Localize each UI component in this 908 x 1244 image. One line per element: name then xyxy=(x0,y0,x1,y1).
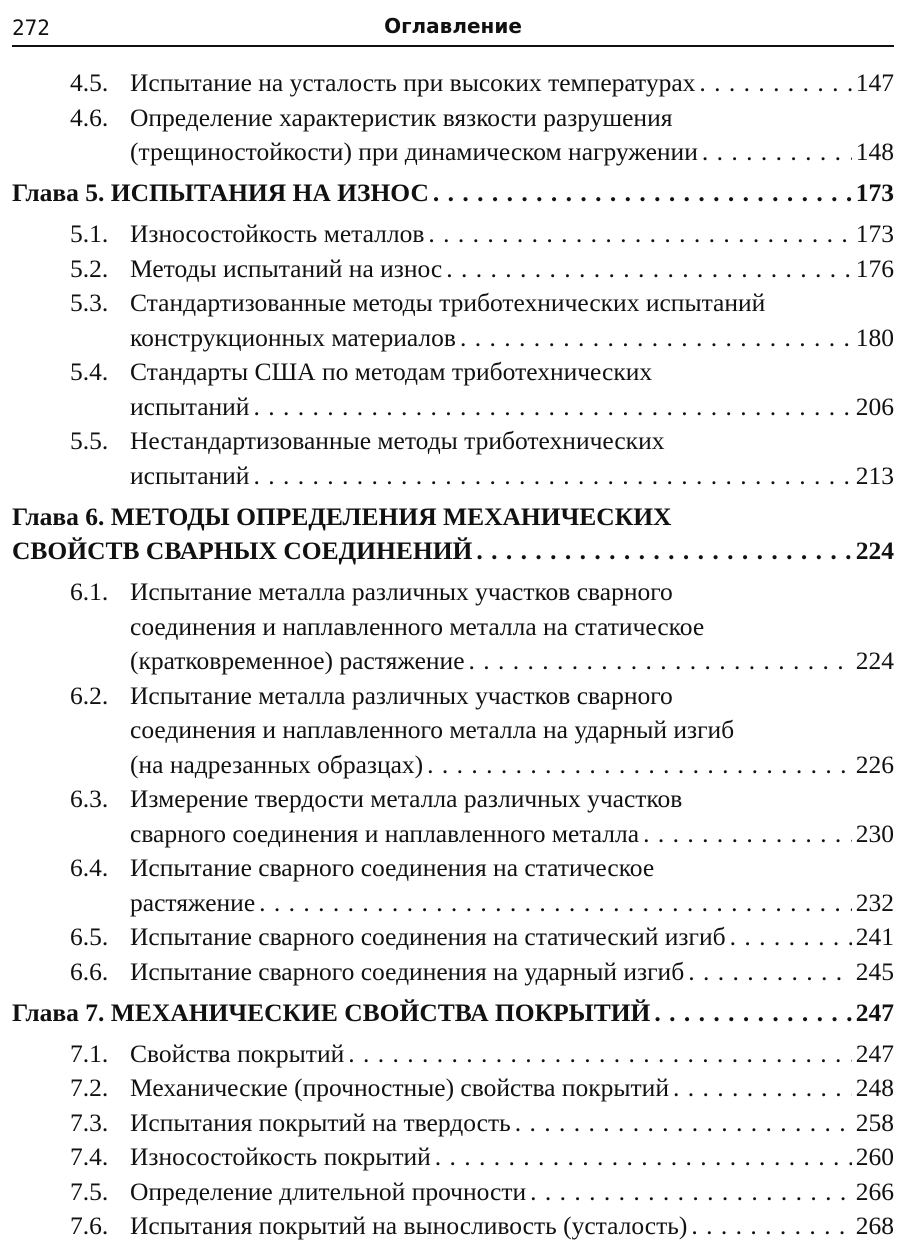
entry-title: Глава 6. МЕТОДЫ ОПРЕДЕЛЕНИЯ МЕХАНИЧЕСКИХ xyxy=(12,501,672,531)
page-ref: 260 xyxy=(855,1142,894,1171)
entry-title: Определение длительной прочности xyxy=(130,1176,527,1206)
entry-title: Механические (прочностные) свойства покрытий xyxy=(130,1073,669,1102)
entry-title: конструкционных материалов xyxy=(130,322,456,352)
toc-section-entry[interactable] xyxy=(12,1209,894,1244)
toc-line xyxy=(12,459,894,494)
section-number: 6.2. xyxy=(70,680,109,710)
toc-line xyxy=(12,1071,894,1106)
toc-line xyxy=(12,996,894,1031)
entry-title: сварного соединения и наплавленного металла xyxy=(130,818,640,848)
dot-leader xyxy=(530,1175,852,1210)
toc-section-entry[interactable] xyxy=(12,217,894,252)
toc-line xyxy=(12,713,894,748)
dot-leader xyxy=(259,886,852,921)
dot-leader xyxy=(730,920,852,955)
entry-title: Испытания покрытий на выносливость (усталость) xyxy=(130,1211,688,1240)
entry-title: СВОЙСТВ СВАРНЫХ СОЕДИНЕНИЙ xyxy=(12,536,473,565)
dot-leader xyxy=(435,1140,852,1175)
toc-section-entry[interactable] xyxy=(12,1140,894,1175)
page-ref: 247 xyxy=(855,997,894,1027)
page-ref: 206 xyxy=(855,391,894,421)
toc-section-entry[interactable] xyxy=(12,782,894,851)
entry-title: (кратковременное) растяжение xyxy=(130,646,465,675)
page-ref: 245 xyxy=(855,956,894,986)
toc-section-entry[interactable] xyxy=(12,286,894,355)
toc-line xyxy=(12,851,894,886)
entry-title: Испытание сварного соединения на ударный изгиб xyxy=(130,956,685,986)
toc-section-entry[interactable] xyxy=(12,66,894,101)
toc-section-entry[interactable] xyxy=(12,575,894,679)
dot-leader xyxy=(446,252,852,287)
running-title: Оглавление xyxy=(384,14,522,38)
entry-title: Определение характеристик вязкости разрушения xyxy=(130,102,673,132)
dot-leader xyxy=(515,1106,852,1141)
entry-title: Свойства покрытий xyxy=(130,1038,345,1068)
toc-line xyxy=(12,321,894,356)
entry-title: Испытание металла различных участков сварного xyxy=(130,577,673,606)
entry-title: Испытание металла различных участков сварного xyxy=(130,680,673,710)
toc-line xyxy=(12,955,894,990)
dot-leader xyxy=(699,66,851,101)
page-ref: 258 xyxy=(855,1107,894,1137)
toc-line xyxy=(12,1106,894,1141)
page-ref: 248 xyxy=(855,1073,894,1102)
entry-title: (трещиностойкости) при динамическом нагружении xyxy=(130,137,698,166)
toc-line xyxy=(12,679,894,714)
entry-title: (на надрезанных образцах) xyxy=(130,749,424,779)
dot-leader xyxy=(427,748,852,783)
entry-title: Стандарты США по методам триботехнических xyxy=(130,357,653,386)
section-number: 7.6. xyxy=(70,1211,109,1240)
toc-section-entry[interactable] xyxy=(12,355,894,424)
section-number: 5.1. xyxy=(70,219,109,248)
toc-chapter-entry[interactable] xyxy=(12,176,894,211)
page-ref: 266 xyxy=(855,1176,894,1206)
dot-leader xyxy=(702,135,852,170)
toc-section-entry[interactable] xyxy=(12,955,894,990)
entry-title: Испытание на усталость при высоких температурах xyxy=(130,68,696,97)
section-number: 5.4. xyxy=(70,357,109,386)
toc-section-entry[interactable] xyxy=(12,424,894,493)
toc-line xyxy=(12,424,894,459)
toc-section-entry[interactable] xyxy=(12,920,894,955)
toc-line xyxy=(12,500,894,535)
section-number: 6.3. xyxy=(70,784,109,813)
toc-section-entry[interactable] xyxy=(12,1037,894,1072)
toc-line xyxy=(12,252,894,287)
table-of-contents xyxy=(12,66,894,1244)
entry-title: Методы испытаний на износ xyxy=(130,253,443,283)
toc-line xyxy=(12,66,894,101)
toc-line xyxy=(12,748,894,783)
entry-title: Износостойкость покрытий xyxy=(130,1142,431,1171)
toc-section-entry[interactable] xyxy=(12,1175,894,1210)
toc-section-entry[interactable] xyxy=(12,851,894,920)
section-number: 5.5. xyxy=(70,426,109,455)
entry-title: Износостойкость металлов xyxy=(130,219,425,248)
dot-leader xyxy=(673,1071,852,1106)
toc-line xyxy=(12,355,894,390)
section-number: 7.5. xyxy=(70,1176,109,1206)
toc-line xyxy=(12,920,894,955)
page-ref: 268 xyxy=(855,1211,894,1240)
entry-title: испытаний xyxy=(130,391,250,421)
dot-leader xyxy=(691,1209,851,1244)
toc-line xyxy=(12,1175,894,1210)
entry-title: Испытание сварного соединения на статическое xyxy=(130,853,655,882)
dot-leader xyxy=(643,817,852,852)
entry-title: Стандартизованные методы триботехнических испытаний xyxy=(130,288,766,317)
dot-leader xyxy=(253,390,851,425)
dot-leader xyxy=(348,1037,852,1072)
page-ref: 176 xyxy=(855,253,894,283)
entry-title: растяжение xyxy=(130,887,256,917)
toc-line xyxy=(12,286,894,321)
page-ref: 173 xyxy=(855,219,894,248)
dot-leader xyxy=(654,996,851,1031)
header-rule xyxy=(12,45,894,47)
page-ref: 247 xyxy=(855,1038,894,1068)
page-ref: 224 xyxy=(855,536,894,565)
toc-section-entry[interactable] xyxy=(12,679,894,783)
toc-line xyxy=(12,534,894,569)
section-number: 7.3. xyxy=(70,1107,109,1137)
toc-chapter-entry[interactable] xyxy=(12,996,894,1031)
section-number: 7.1. xyxy=(70,1038,109,1068)
entry-title: испытаний xyxy=(130,460,250,490)
page-ref: 230 xyxy=(855,818,894,848)
page-ref: 241 xyxy=(855,922,894,951)
section-number: 6.5. xyxy=(70,922,109,951)
page-ref: 226 xyxy=(855,749,894,779)
toc-section-entry[interactable] xyxy=(12,1106,894,1141)
entry-title: Глава 7. МЕХАНИЧЕСКИЕ СВОЙСТВА ПОКРЫТИЙ xyxy=(12,997,651,1027)
entry-title: Глава 5. ИСПЫТАНИЯ НА ИЗНОС xyxy=(12,178,429,207)
page-ref: 232 xyxy=(855,887,894,917)
page-ref: 148 xyxy=(855,137,894,166)
toc-line xyxy=(12,644,894,679)
page-ref: 180 xyxy=(855,322,894,352)
toc-line xyxy=(12,610,894,645)
toc-line xyxy=(12,101,894,136)
toc-section-entry[interactable] xyxy=(12,101,894,170)
toc-line xyxy=(12,575,894,610)
dot-leader xyxy=(688,955,852,990)
entry-title: соединения и наплавленного металла на ударный изгиб xyxy=(130,715,735,744)
section-number: 5.3. xyxy=(70,288,109,317)
section-number: 7.4. xyxy=(70,1142,109,1171)
section-number: 6.1. xyxy=(70,577,109,606)
toc-line xyxy=(12,1209,894,1244)
page-ref: 224 xyxy=(855,646,894,675)
toc-line xyxy=(12,390,894,425)
page-ref: 173 xyxy=(855,178,894,207)
toc-line xyxy=(12,886,894,921)
toc-section-entry[interactable] xyxy=(12,252,894,287)
toc-line xyxy=(12,1037,894,1072)
toc-line xyxy=(12,1140,894,1175)
toc-chapter-entry[interactable] xyxy=(12,500,894,569)
dot-leader xyxy=(433,176,852,211)
page-number: 272 xyxy=(12,16,50,40)
toc-line xyxy=(12,782,894,817)
page-ref: 213 xyxy=(855,460,894,490)
section-number: 7.2. xyxy=(70,1073,109,1102)
toc-line xyxy=(12,217,894,252)
entry-title: Нестандартизованные методы триботехнических xyxy=(130,426,665,455)
section-number: 5.2. xyxy=(70,253,109,283)
section-number: 6.6. xyxy=(70,956,109,986)
section-number: 4.6. xyxy=(70,102,109,132)
toc-line xyxy=(12,135,894,170)
dot-leader xyxy=(253,459,851,494)
dot-leader xyxy=(476,534,851,569)
toc-section-entry[interactable] xyxy=(12,1071,894,1106)
dot-leader xyxy=(460,321,852,356)
section-number: 6.4. xyxy=(70,853,109,882)
toc-line xyxy=(12,176,894,211)
section-number: 4.5. xyxy=(70,68,109,97)
dot-leader xyxy=(469,644,852,679)
page-header xyxy=(12,10,894,42)
entry-title: Измерение твердости металла различных участков xyxy=(130,784,683,813)
entry-title: Испытания покрытий на твердость xyxy=(130,1107,511,1137)
entry-title: Испытание сварного соединения на статический изгиб xyxy=(130,922,726,951)
entry-title: соединения и наплавленного металла на статическое xyxy=(130,611,705,641)
dot-leader xyxy=(428,217,851,252)
toc-line xyxy=(12,817,894,852)
page-ref: 147 xyxy=(855,68,894,97)
